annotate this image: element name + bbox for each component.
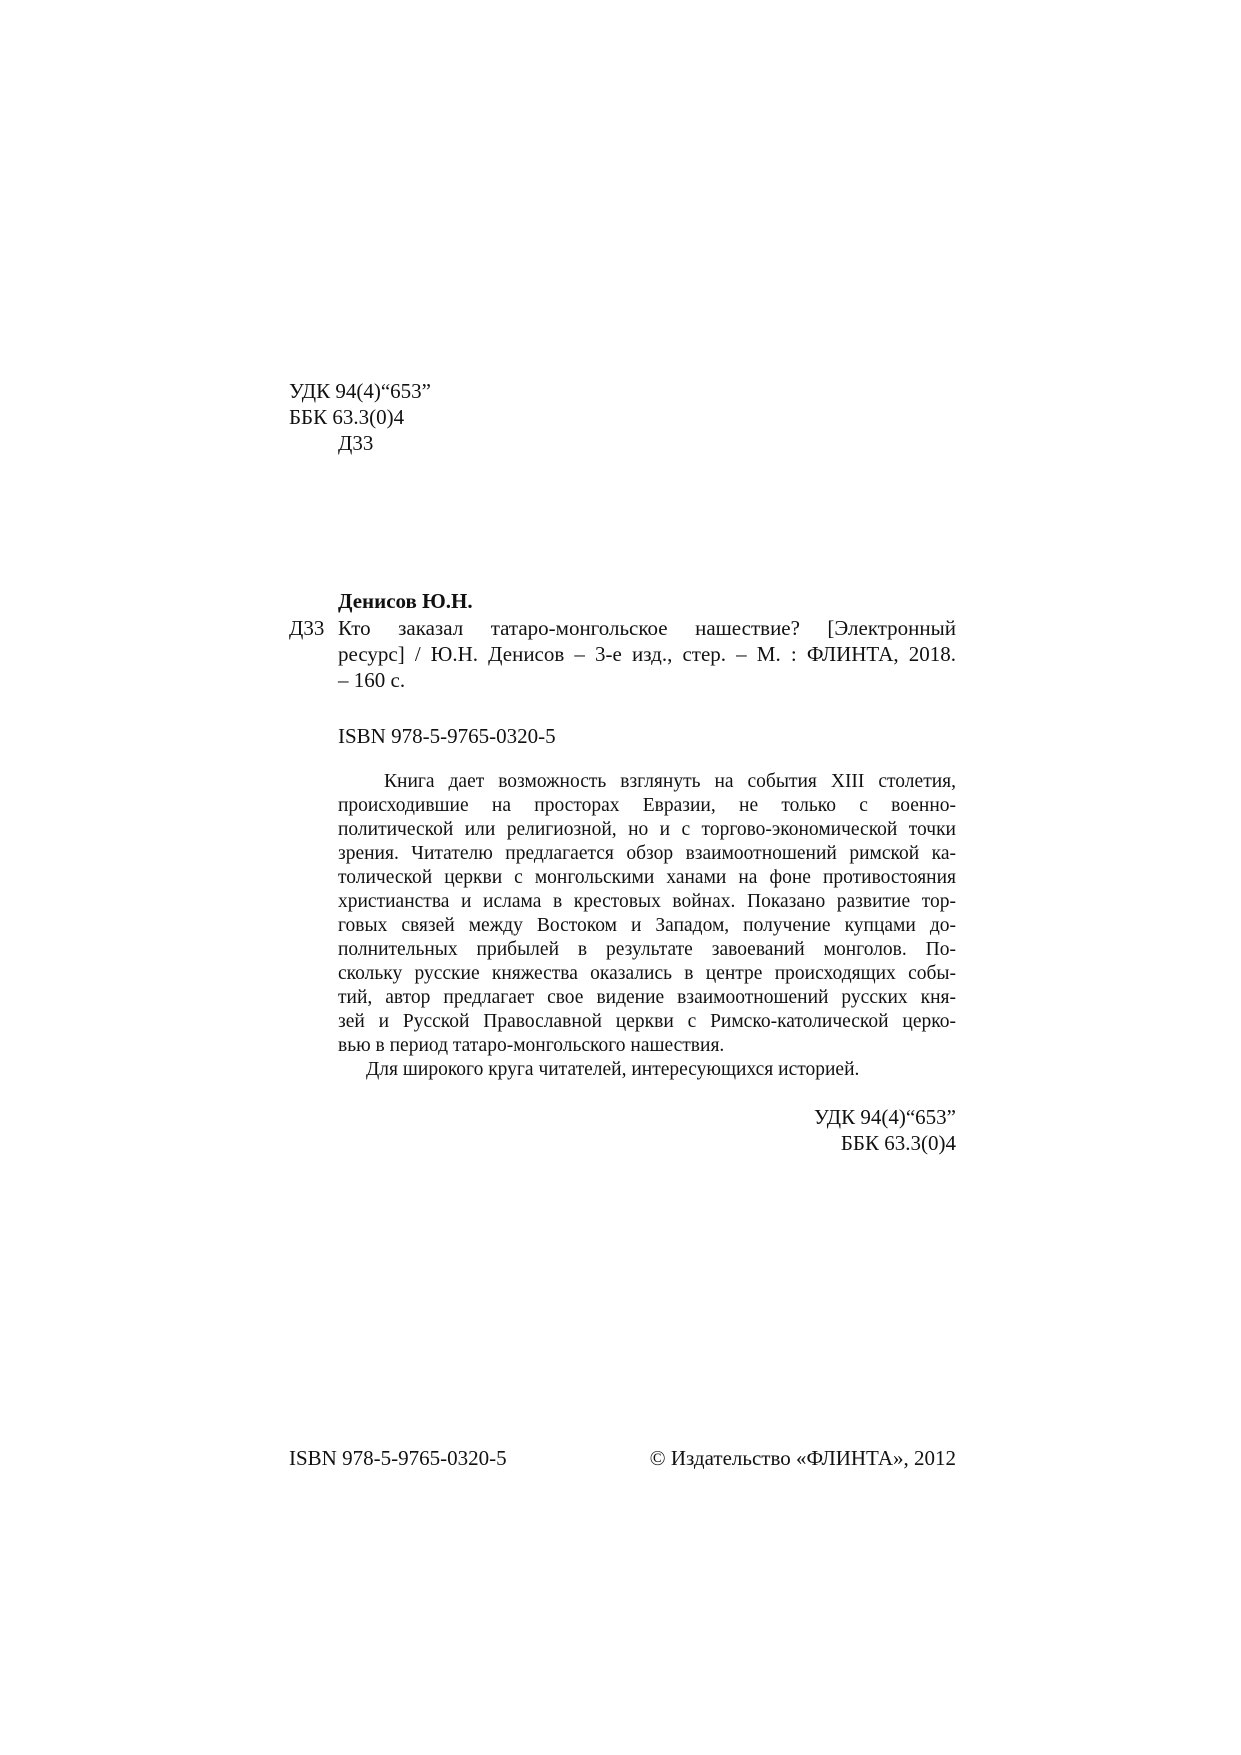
annotation-line: полнительных прибылей в результате завоеваний монголов. По- [338, 939, 956, 960]
udk-code-bottom: УДК 94(4)“653” [814, 1105, 956, 1129]
bbk-code-top: ББК 63.3(0)4 [289, 405, 405, 429]
annotation [338, 770, 956, 1082]
annotation-line: вью в период татаро-монгольского нашествия. [338, 1035, 725, 1056]
author-sign-top: Д33 [338, 431, 374, 455]
annotation-line: толической церкви с монгольскими ханами на фоне противостояния [338, 867, 956, 888]
bib-line: ресурс] / Ю.Н. Денисов – 3-е изд., стер. – М. : ФЛИНТА, 2018. [338, 642, 956, 666]
annotation-line: скольку русские княжества оказались в центре происходящих собы- [338, 963, 956, 984]
isbn-footer: ISBN 978-5-9765-0320-5 [289, 1446, 507, 1470]
udk-code-top: УДК 94(4)“653” [289, 379, 431, 403]
annotation-line: христианства и ислама в крестовых войнах. Показано развитие тор- [338, 891, 956, 912]
bib-line: Кто заказал татаро-монгольское нашествие? [Электронный [338, 616, 956, 640]
annotation-line: тий, автор предлагает свое видение взаимоотношений русских кня- [338, 987, 956, 1008]
annotation-line: Книга дает возможность взглянуть на события XIII столетия, [384, 771, 956, 792]
annotation-line: зей и Русской Православной церкви с Римско-католической церко- [338, 1011, 956, 1032]
copyright-notice: © Издательство «ФЛИНТА», 2012 [649, 1446, 956, 1470]
annotation-line: происходившие на просторах Евразии, не только с военно- [338, 795, 956, 816]
bibliographic-description [338, 615, 956, 693]
bbk-code-bottom: ББК 63.3(0)4 [840, 1131, 956, 1155]
bib-line: – 160 с. [338, 668, 406, 692]
annotation-line: говых связей между Востоком и Западом, получение купцами до- [338, 915, 956, 936]
author-name: Денисов Ю.Н. [338, 589, 473, 613]
annotation-line: зрения. Читателю предлагается обзор взаимоотношений римской ка- [338, 843, 956, 864]
annotation-line: политической или религиозной, но и с торгово-экономической точки [338, 819, 956, 840]
isbn-entry: ISBN 978-5-9765-0320-5 [338, 724, 556, 748]
author-sign-entry: Д33 [289, 616, 325, 640]
classification-bottom [814, 1104, 956, 1156]
audience-note: Для широкого круга читателей, интересующихся историей. [366, 1059, 860, 1080]
